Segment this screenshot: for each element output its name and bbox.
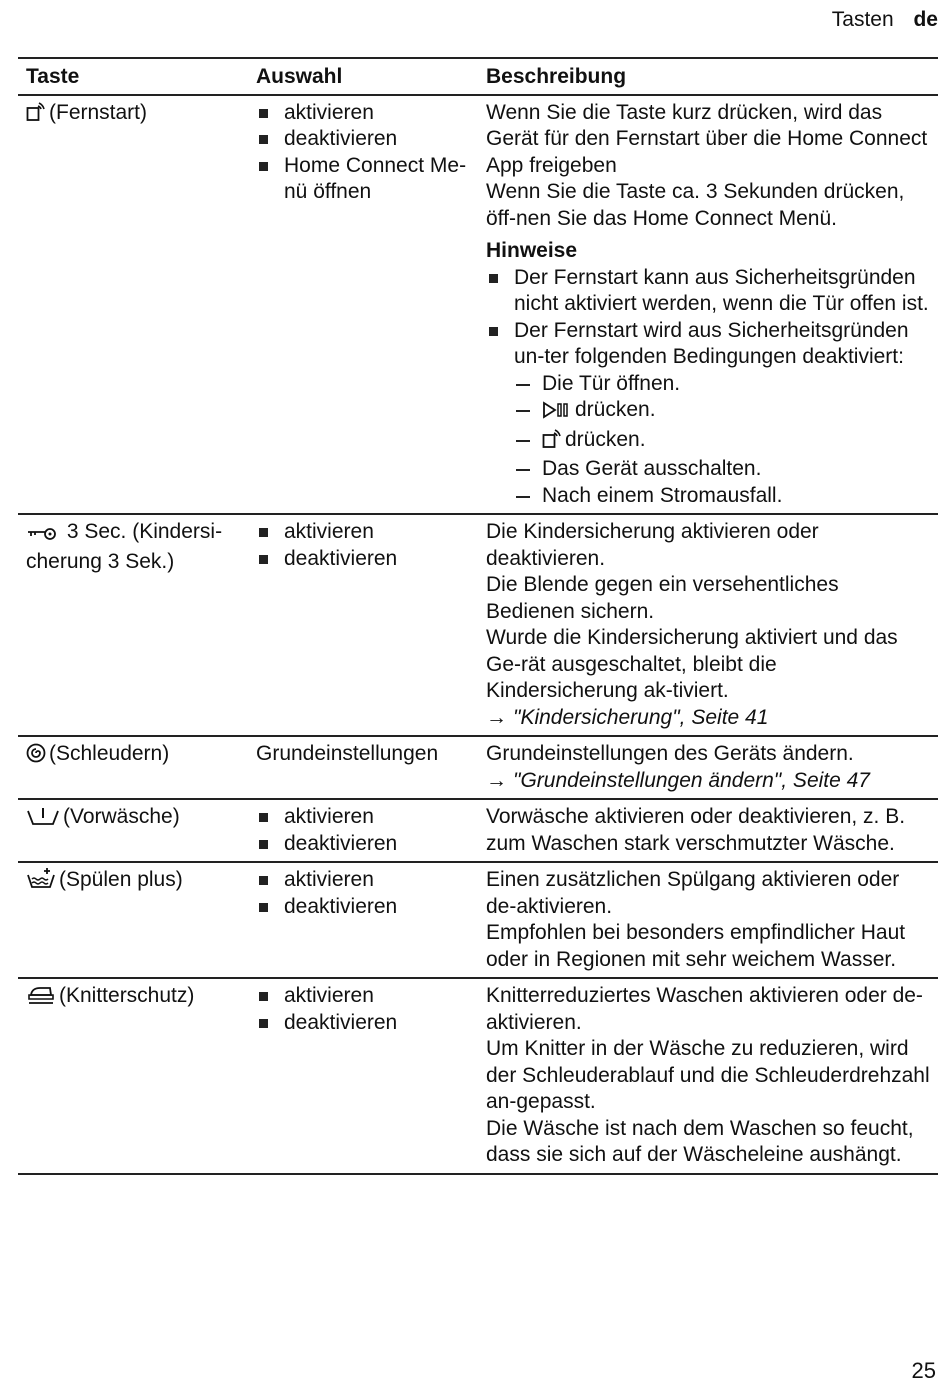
description-cell [478, 978, 938, 1174]
anti-crease-icon [26, 985, 56, 1013]
option-cell [248, 736, 478, 799]
description-text: Die Kindersicherung aktivieren oder deaktivieren. [486, 520, 819, 570]
col-header-auswahl: Auswahl [248, 58, 478, 95]
description-text: Wenn Sie die Taste kurz drücken, wird das Gerät für den Fernstart über die Home Connect App freigeben [486, 100, 928, 177]
list-item: aktivieren [256, 100, 470, 127]
description-text: Um Knitter in der Wäsche zu reduzieren, wird der Schleuderablauf und die Schleuderdrehzahl an-gepasst. [486, 1037, 930, 1113]
option-cell [248, 978, 478, 1174]
remote-start-icon [26, 102, 46, 130]
option-cell [248, 862, 478, 978]
option-cell [248, 95, 478, 515]
spin-icon [26, 743, 46, 771]
arrow-right-icon: → [486, 768, 507, 792]
description-text: Die Wäsche ist nach dem Waschen so feucht, dass sie sich auf der Wäscheleine aushängt. [486, 1116, 914, 1166]
list-item: Das Gerät ausschalten. [514, 456, 930, 483]
key-label: (Knitterschutz) [59, 984, 195, 1007]
key-cell [18, 799, 248, 862]
option-cell [248, 799, 478, 862]
table-header-row [18, 58, 938, 95]
list-item: aktivieren [256, 519, 470, 546]
table-row [18, 736, 938, 799]
key-cell [18, 862, 248, 978]
description-text: Grundeinstellungen des Geräts ändern. [486, 742, 854, 765]
col-header-beschreibung: Beschreibung [478, 58, 938, 95]
col-header-taste: Taste [18, 58, 248, 95]
table-row [18, 95, 938, 515]
list-item: deaktivieren [256, 126, 470, 153]
option-text: Grundeinstellungen [256, 742, 439, 765]
description-cell [478, 736, 938, 799]
remote-start-icon [542, 429, 562, 457]
list-item: drücken. [514, 427, 930, 457]
list-item: deaktivieren [256, 546, 470, 573]
list-item: Der Fernstart wird aus Sicherheitsgründen un-ter folgenden Bedingungen deaktiviert: [486, 318, 930, 371]
list-item: deaktivieren [256, 1010, 470, 1037]
section-title: Tasten [831, 8, 894, 31]
language-code: de [913, 8, 938, 31]
description-text: Vorwäsche aktivieren oder deaktivieren, z. B. zum Waschen stark verschmutzter Wäsche. [486, 805, 906, 855]
description-text: Knitterreduziertes Waschen aktivieren oder de-aktivieren. [486, 984, 923, 1034]
key-cell [18, 95, 248, 515]
page-reference: → "Grundeinstellungen ändern", Seite 47 [486, 768, 870, 792]
key-label: (Spülen plus) [59, 868, 183, 891]
description-text: Wurde die Kindersicherung aktiviert und das Ge-rät ausgeschaltet, bleibt die Kindersicherung ak-tiviert. [486, 626, 898, 702]
key-label: (Vorwäsche) [63, 805, 180, 828]
description-text: Empfohlen bei besonders empfindlicher Haut oder in Regionen mit sehr weichem Wasser. [486, 921, 906, 971]
list-item: Der Fernstart kann aus Sicherheitsgründen nicht aktiviert werden, wenn die Tür offen ist. [486, 265, 930, 318]
description-cell [478, 514, 938, 736]
table-row [18, 978, 938, 1174]
description-text: Einen zusätzlichen Spülgang aktivieren oder de-aktivieren. [486, 868, 900, 918]
page-header [832, 8, 938, 32]
key-label: (Schleudern) [49, 742, 170, 765]
page-number: 25 [911, 1358, 936, 1383]
option-cell [248, 514, 478, 736]
key-lock-icon [26, 522, 58, 549]
list-item: deaktivieren [256, 894, 470, 921]
rinse-plus-icon [26, 867, 56, 897]
list-item: aktivieren [256, 867, 470, 894]
description-text: Wenn Sie die Taste ca. 3 Sekunden drücken, öff-nen Sie das Home Connect Menü. [486, 180, 905, 230]
list-item: deaktivieren [256, 831, 470, 858]
description-cell [478, 799, 938, 862]
arrow-right-icon: → [486, 705, 507, 729]
key-label: 3 Sec. (Kindersi-cherung 3 Sek.) [26, 520, 223, 573]
page-reference: → "Kindersicherung", Seite 41 [486, 705, 769, 729]
notes-heading: Hinweise [486, 239, 578, 262]
table-row [18, 799, 938, 862]
table-row [18, 862, 938, 978]
table-row [18, 514, 938, 736]
list-item: aktivieren [256, 983, 470, 1010]
start-pause-icon [542, 400, 572, 427]
description-text: Die Blende gegen ein versehentliches Bedienen sichern. [486, 573, 839, 623]
list-item: Nach einem Stromausfall. [514, 483, 930, 510]
prewash-icon [26, 806, 60, 834]
key-cell [18, 736, 248, 799]
key-label: (Fernstart) [49, 100, 148, 124]
key-cell [18, 978, 248, 1174]
description-cell [478, 95, 938, 515]
description-cell [478, 862, 938, 978]
list-item: aktivieren [256, 804, 470, 831]
key-cell [18, 514, 248, 736]
list-item: drücken. [514, 397, 930, 427]
keys-table [18, 57, 938, 1175]
list-item: Die Tür öffnen. [514, 371, 930, 398]
list-item: Home Connect Me-nü öffnen [256, 153, 470, 206]
